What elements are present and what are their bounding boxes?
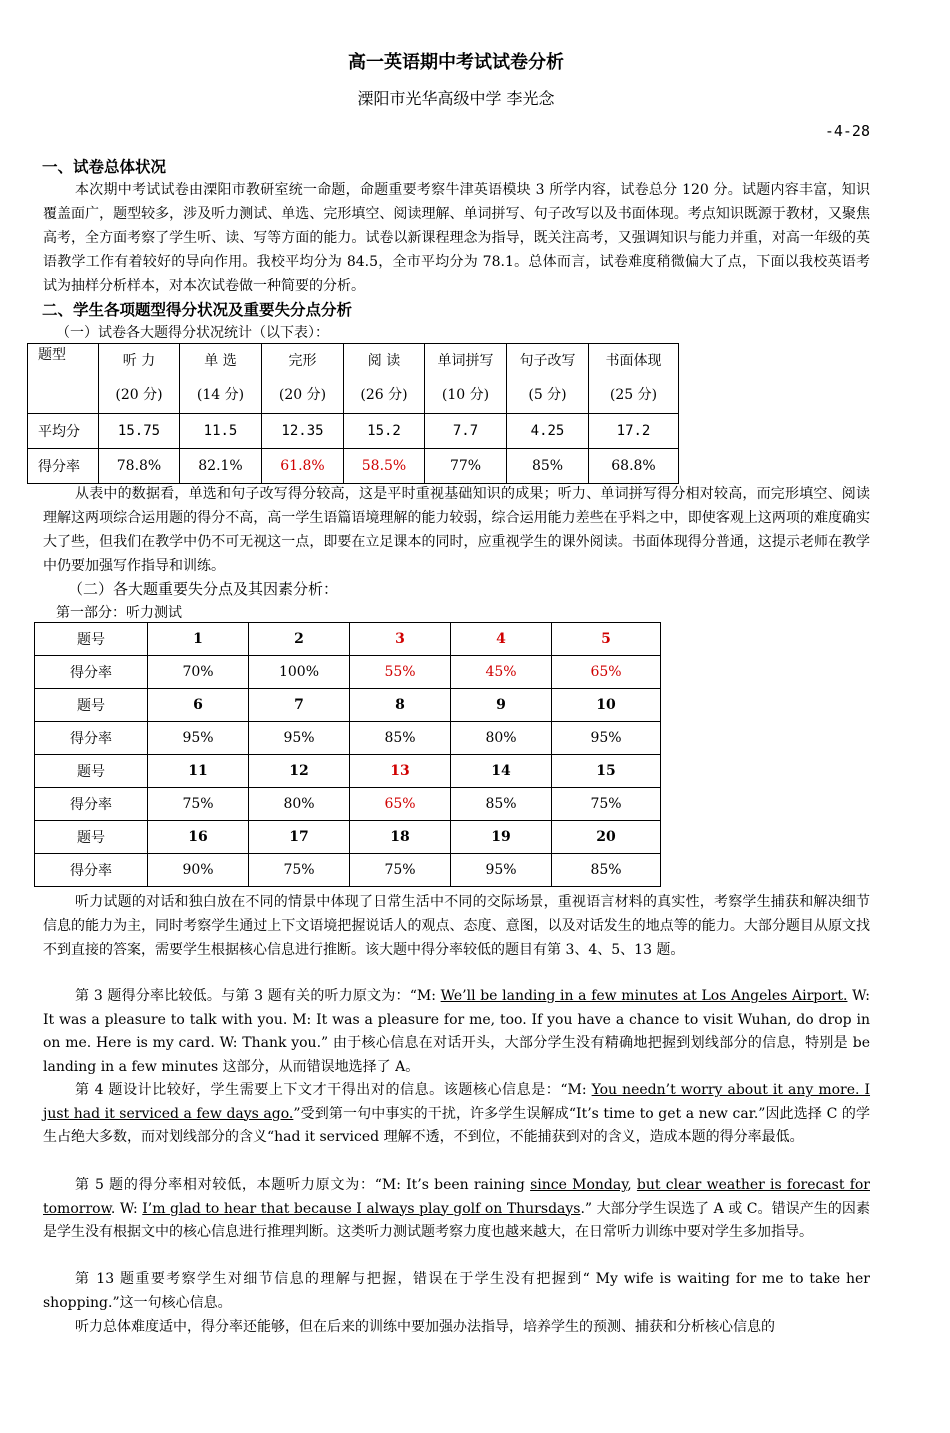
score-rate-cell: 80% (249, 788, 350, 821)
question-number-cell: 2 (249, 623, 350, 656)
score-rate-cell: 90% (148, 854, 249, 887)
q5-underlined: I’m glad to hear that because I always play golf on Thursdays (142, 1200, 581, 1217)
q3-underlined: We’ll be landing in a few minutes at Los Angeles Airport. (440, 988, 848, 1004)
question-number-cell: 16 (148, 821, 249, 854)
score-rate-cell: 80% (451, 722, 552, 755)
score-rate-cell: 70% (148, 656, 249, 689)
score-rate-cell: 75% (249, 854, 350, 887)
question-number-cell: 18 (350, 821, 451, 854)
rate-cell: 68.8% (589, 449, 679, 484)
score-rate-row (35, 656, 661, 689)
score-rate-cell: 85% (451, 788, 552, 821)
rate-cell: 82.1% (180, 449, 262, 484)
score-rate-row (35, 722, 661, 755)
table-header-cell (99, 344, 180, 414)
average-cell: 15.2 (344, 414, 425, 449)
question-number-cell: 12 (249, 755, 350, 788)
table-header-cell (344, 344, 425, 414)
question-number-cell: 3 (350, 623, 451, 656)
table-header-cell (262, 344, 344, 414)
type-name: 阅 读 (367, 353, 401, 369)
type-name: 完形 (288, 353, 317, 369)
question-number-cell: 6 (148, 689, 249, 722)
row-label-rate: 得分率 (35, 788, 148, 821)
score-rate-cell: 55% (350, 656, 451, 689)
q5-text: , (627, 1177, 637, 1193)
score-rate-cell: 85% (552, 854, 661, 887)
rate-cell: 78.8% (99, 449, 180, 484)
question-number-cell: 14 (451, 755, 552, 788)
question-number-row (35, 755, 661, 788)
question-number-row (35, 623, 661, 656)
q5-underlined: but clear weather is forecast for tomorrow (43, 1177, 870, 1217)
score-rate-cell: 45% (451, 656, 552, 689)
question-number-cell: 5 (552, 623, 661, 656)
type-points: (5 分) (528, 387, 567, 403)
average-cell: 17.2 (589, 414, 679, 449)
document-title: 高一英语期中考试试卷分析 (348, 52, 564, 73)
rate-cell-low: 61.8% (262, 449, 344, 484)
question5-paragraph (43, 1174, 870, 1245)
part1-label: 第一部分：听力测试 (56, 605, 182, 621)
score-rate-cell: 100% (249, 656, 350, 689)
type-points: (25 分) (609, 387, 658, 403)
date-line: -4-28 (824, 122, 870, 140)
question-number-cell: 7 (249, 689, 350, 722)
question13-paragraph: 第 13 题重要考察学生对细节信息的理解与把握，错误在于学生没有把握到“ My wife is waiting for me to take her shopping.”这一句核心信息。 (43, 1271, 870, 1311)
score-rate-cell: 65% (552, 656, 661, 689)
q5-text: 第 5 题的得分率相对较低，本题听力原文为：“M: It’s been raining (75, 1177, 531, 1193)
score-rate-cell: 95% (249, 722, 350, 755)
question-number-cell: 8 (350, 689, 451, 722)
type-name: 单 选 (204, 353, 237, 369)
score-rate-cell: 95% (148, 722, 249, 755)
question-number-cell: 9 (451, 689, 552, 722)
table-header-cell (507, 344, 589, 414)
rate-cell: 85% (507, 449, 589, 484)
score-rate-cell: 95% (451, 854, 552, 887)
question-number-row (35, 689, 661, 722)
type-name: 书面体现 (605, 353, 662, 369)
question-number-cell: 13 (350, 755, 451, 788)
row-label-average: 平均分 (28, 414, 99, 449)
type-points: (10 分) (441, 387, 490, 403)
type-name: 单词拼写 (437, 353, 494, 369)
average-cell: 15.75 (99, 414, 180, 449)
question-number-cell: 4 (451, 623, 552, 656)
q5-text: .” 大部分学生误选了 A 或 C。错误产生的因素是学生没有根据文中的核心信息进行推理判断。这类听力测试题考察力度也越来越大，在日常听力训练中要对学生多加指导。 (43, 1200, 870, 1240)
row-label-rate: 得分率 (35, 722, 148, 755)
section1-paragraph: 本次期中考试试卷由溧阳市教研室统一命题，命题重要考察牛津英语模块 3 所学内容，试卷总分 120 分。试题内容丰富，知识覆盖面广，题型较多，涉及听力测试、单选、完形填空、阅读理解、单词拼写、句子改写以及书面体现。考点知识既源于教材，又聚焦高考，全方面考察了学生听、读、写等方面的能力。试卷以新课程理念为指导，既关注高考，又强调知识与能力并重，对高一年级的英语教学工作有着较好的导向作用。我校平均分为 84.5，全市平均分为 78.1。总体而言，试卷难度稍微偏大了点，下面以我校英语考试为抽样分析样本，对本次试卷做一种简要的分析。 (43, 182, 870, 294)
type-points: (14 分) (196, 387, 245, 403)
average-cell: 11.5 (180, 414, 262, 449)
score-rate-cell: 75% (148, 788, 249, 821)
score-summary-table (27, 343, 679, 484)
average-cell: 7.7 (425, 414, 507, 449)
question-number-cell: 1 (148, 623, 249, 656)
question-number-cell: 19 (451, 821, 552, 854)
rate-cell-low: 58.5% (344, 449, 425, 484)
q5-text: . W: (110, 1200, 143, 1217)
section1-heading: 一、试卷总体状况 (42, 158, 167, 176)
q4-underlined: You needn’t worry about it any more. I just had it serviced a few days ago. (43, 1082, 871, 1122)
question4-paragraph (43, 1079, 870, 1150)
average-cell: 12.35 (262, 414, 344, 449)
q3-text: 第 3 题得分率比较低。与第 3 题有关的听力原文为：“M: (75, 988, 441, 1004)
score-rate-cell: 75% (350, 854, 451, 887)
row-label-rate: 得分率 (28, 449, 99, 484)
row-label-rate: 得分率 (35, 656, 148, 689)
question-number-cell: 20 (552, 821, 661, 854)
subsection2-heading: （二）各大题重要失分点及其因素分析： (68, 580, 339, 598)
row-label-number: 题号 (35, 821, 148, 854)
listening-summary-paragraph: 听力总体难度适中，得分率还能够，但在后来的训练中要加强办法指导，培养学生的预测、捕获和分析核心信息的 (75, 1319, 775, 1335)
subsection1-heading: （一）试卷各大题得分状况统计（以下表）： (56, 325, 329, 341)
listening-table-body (35, 623, 661, 887)
row-label-rate: 得分率 (35, 854, 148, 887)
question-number-cell: 11 (148, 755, 249, 788)
type-points: (20 分) (115, 387, 163, 403)
type-name: 句子改写 (519, 353, 576, 369)
table-header-cell (589, 344, 679, 414)
q3-text: W: It was a pleasure to talk with you. M: It was a pleasure for me, too. If you have a chance to visit Wuhan, do drop in on me. Here is my card. W: Thank you.” 由于核心信息在对话开头，大部分学生没有精确地把握到划线部分的信息，特别是 be landing in a few minutes 这部分，从而错误地选择了 A。 (43, 988, 870, 1075)
type-points: (26 分) (360, 387, 408, 403)
q4-text: 第 4 题设计比较好，学生需要上下文才干得出对的信息。该题核心信息是：“M: (75, 1082, 592, 1098)
listening-analysis-paragraph: 听力试题的对话和独白放在不同的情景中体现了日常生活中不同的交际场景，重视语言材料的真实性，考察学生捕获和解决细节信息的能力为主，同时考察学生通过上下文语境把握说话人的观点、态度、意图，以及对话发生的地点等的能力。大部分题目从原文找不到直接的答案，需要学生根据核心信息进行推断。该大题中得分率较低的题目有第 3、4、5、13 题。 (43, 894, 870, 958)
question-number-cell: 17 (249, 821, 350, 854)
section2-heading: 二、学生各项题型得分状况及重要失分点分析 (42, 301, 353, 319)
score-rate-cell: 75% (552, 788, 661, 821)
question-number-cell: 10 (552, 689, 661, 722)
average-cell: 4.25 (507, 414, 589, 449)
row-label-number: 题号 (35, 755, 148, 788)
score-rate-cell: 65% (350, 788, 451, 821)
row-label-number: 题号 (35, 689, 148, 722)
type-points: (20 分) (278, 387, 327, 403)
table-header-cell: 题型 (28, 344, 99, 414)
rate-cell: 77% (425, 449, 507, 484)
table-header-cell (180, 344, 262, 414)
table-header-cell (425, 344, 507, 414)
row-label-number: 题号 (35, 623, 148, 656)
score-rate-row (35, 854, 661, 887)
question-number-cell: 15 (552, 755, 661, 788)
question-number-row (35, 821, 661, 854)
score-rate-cell: 95% (552, 722, 661, 755)
score-rate-row (35, 788, 661, 821)
score-rate-cell: 85% (350, 722, 451, 755)
q4-text: ”受到第一句中事实的干扰，许多学生误解成“It’s time to get a new car.”因此选择 C 的学生占绝大多数，而对划线部分的含义“had it serviced 理解不透，不到位，不能捕获到对的含义，造成本题的得分率最低。 (43, 1105, 870, 1145)
author-line: 溧阳市光华高级中学 李光念 (357, 89, 555, 108)
question3-paragraph (43, 985, 870, 1079)
q5-underlined: since Monday (530, 1177, 628, 1193)
type-name: 听 力 (122, 353, 156, 369)
listening-score-table (34, 622, 661, 887)
table1-analysis-paragraph: 从表中的数据看，单选和句子改写得分较高，这是平时重视基础知识的成果；听力、单词拼写得分相对较高，而完形填空、阅读理解这两项综合运用题的得分不高，高一学生语篇语境理解的能力较弱，综合运用能力差些在乎料之中，即使客观上这两项的难度确实大了些，但我们在教学中仍不可无视这一点，即要在立足课本的同时，应重视学生的课外阅读。书面体现得分普通，这提示老师在教学中仍要加强写作指导和训练。 (43, 486, 870, 574)
